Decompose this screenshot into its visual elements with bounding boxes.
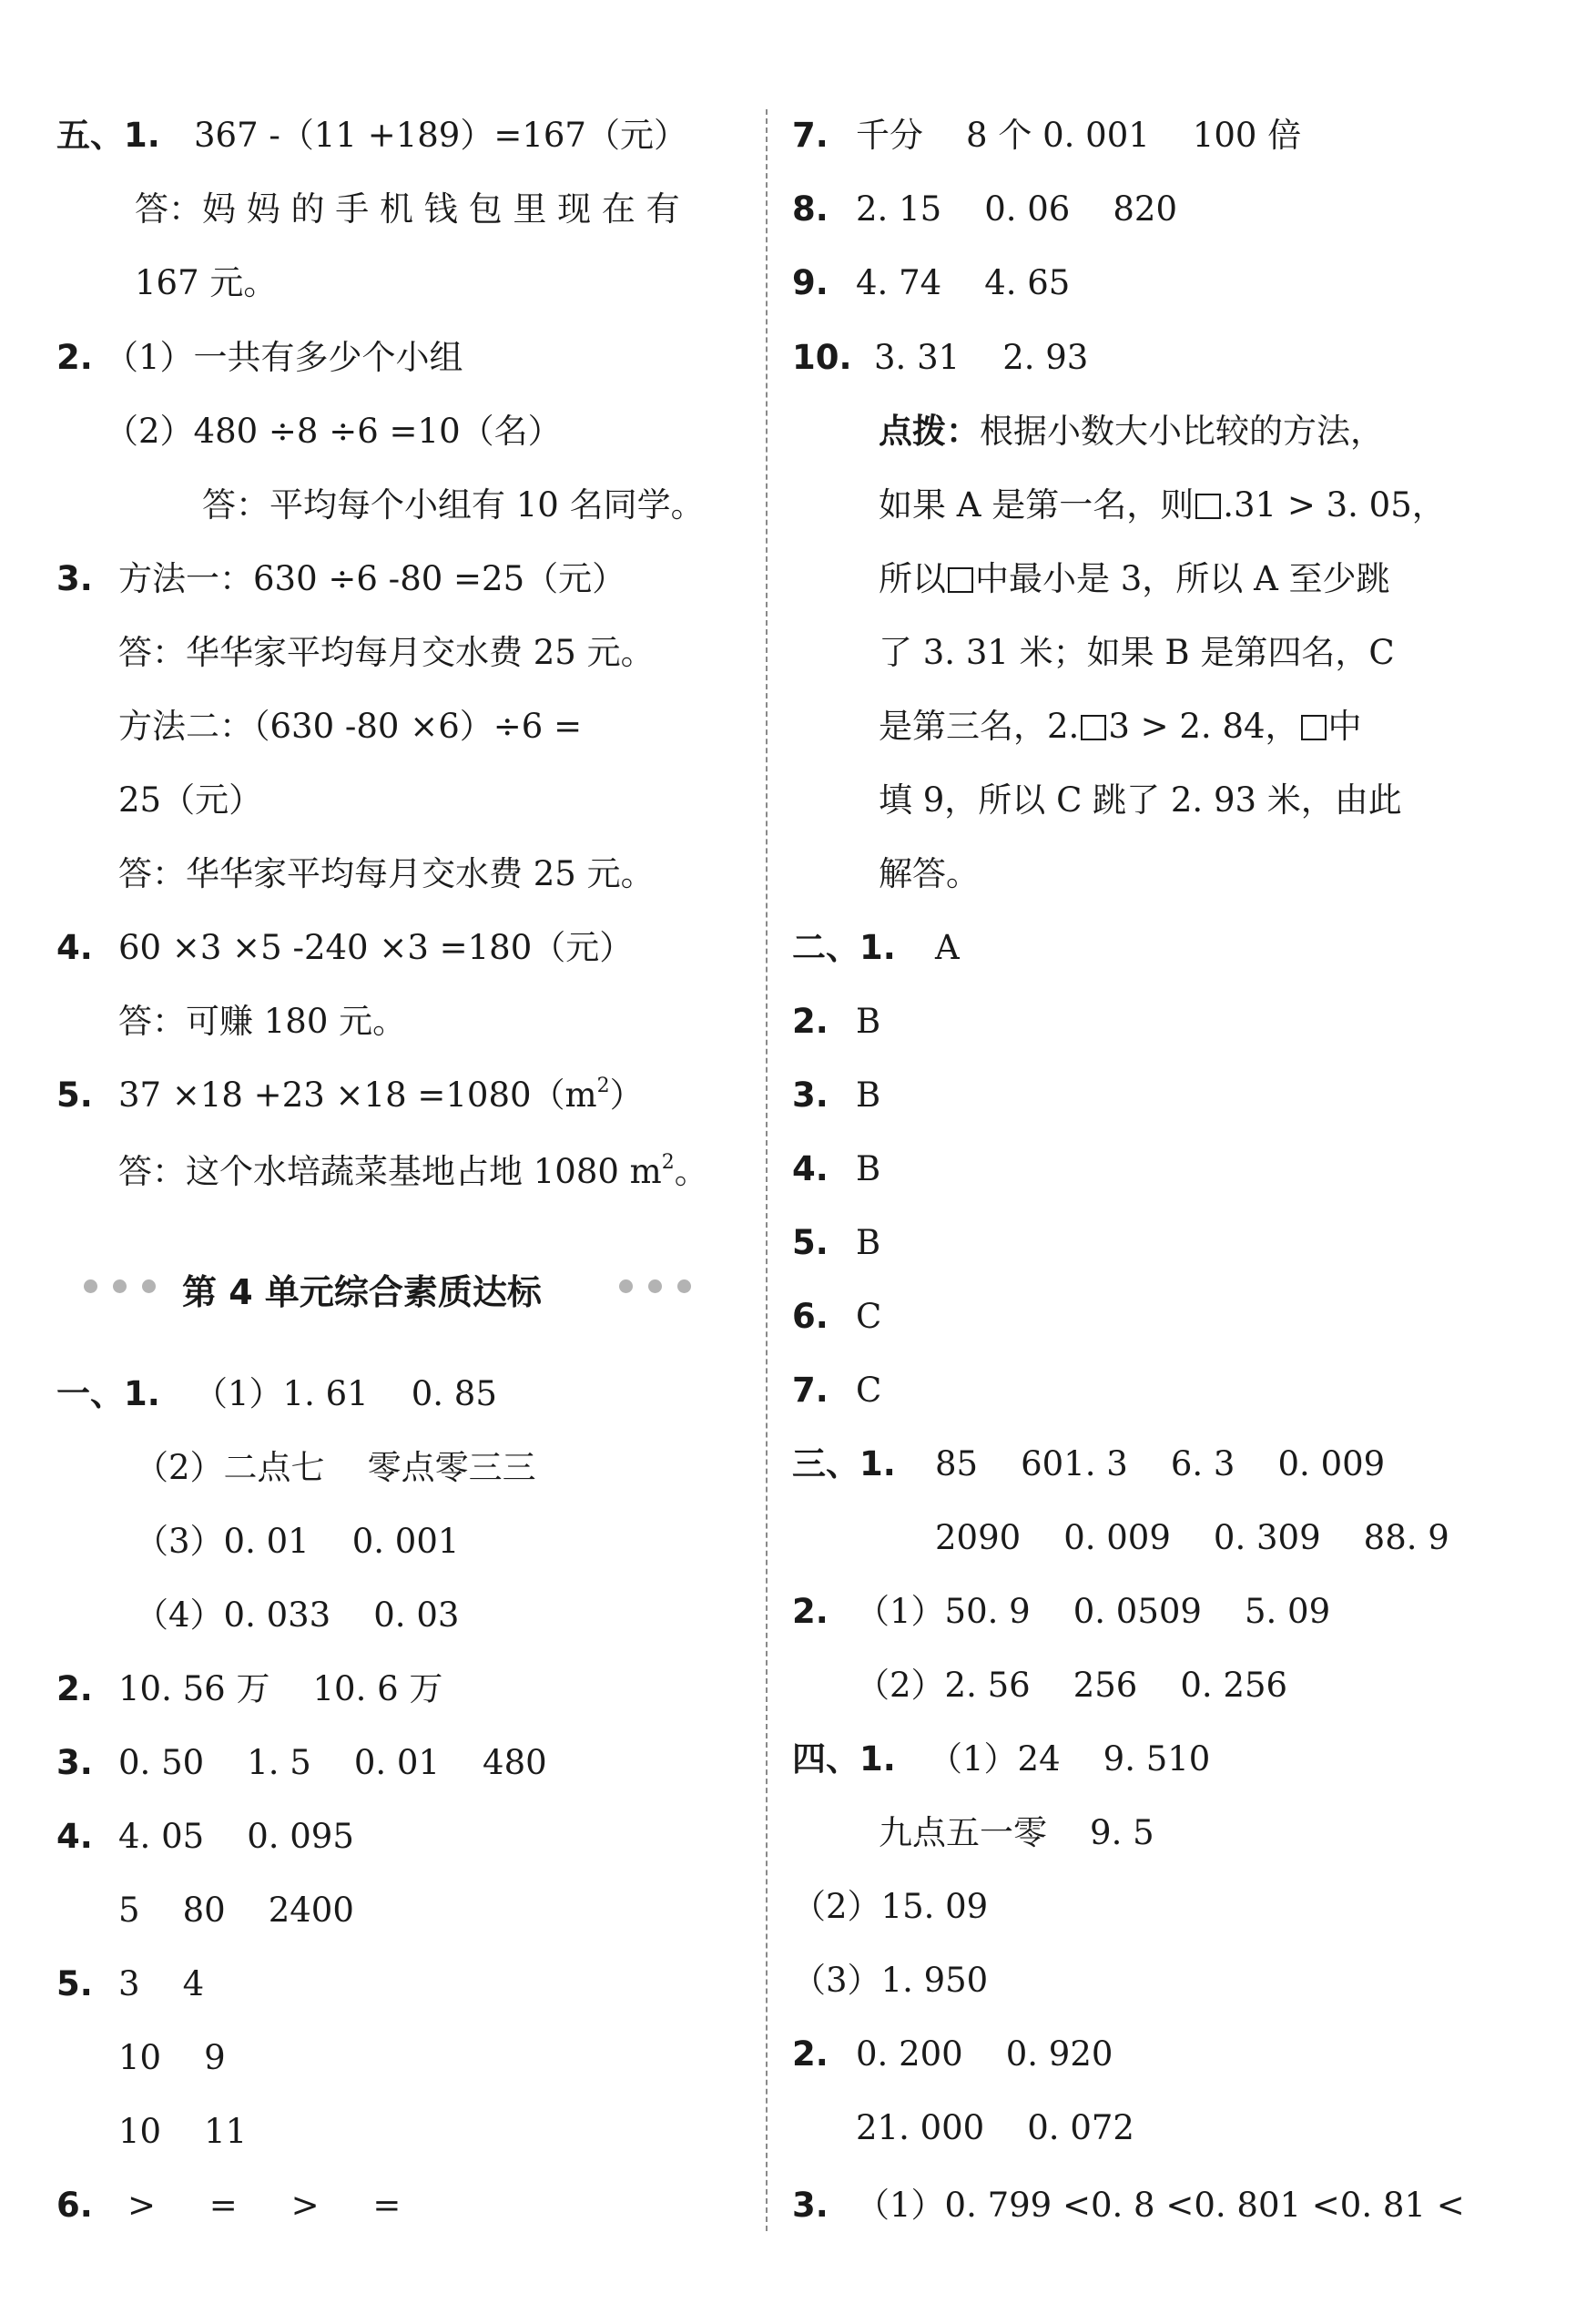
section5-q3-method2-cont: 25（元） [118,780,263,820]
tip-label: 点拨： [879,411,980,451]
section3-q1-line1: 85 601. 3 6. 3 0. 009 [935,1444,1386,1483]
section2-q3-number: 3. [792,1075,829,1115]
section1-q1-part4: （4）0. 033 0. 03 [135,1595,460,1635]
section4-q2-number: 2. [792,2034,829,2074]
tip-line2: 如果 A 是第一名，则 .31 > 3. 05， [879,485,1446,525]
section1-q3-text: 0. 50 1. 5 0. 01 480 [118,1743,547,1782]
section5-q5-expression: $37 \times 18 +23 \times 18 =1080(m^2)$ [118,1075,644,1115]
section1-q1-part2: （2）二点七 零点零三三 [135,1448,536,1487]
section2-q2-number: 2. [792,1002,829,1041]
section5-q4-number: 4. [56,928,93,967]
section1-q4-line1: 4. 05 0. 095 [118,1817,354,1856]
section5-q3-number: 3. [56,559,93,598]
column-divider [766,109,768,2231]
section1-q5-line3: 10 11 [118,2112,248,2151]
section2-q4-number: 4. [792,1149,829,1188]
blank-box [1301,715,1327,740]
section4-q2-line2: 21. 000 0. 072 [856,2108,1134,2147]
tip-line7: 解答。 [879,854,980,893]
section2-q5-answer: B [856,1223,881,1262]
blank-box [1081,715,1106,740]
section2-q7-number: 7. [792,1371,829,1410]
section4-q1-part2: （2）15. 09 [792,1887,989,1926]
section2-q1-number: 二、1. [792,928,896,967]
section2-q1-answer: A [935,928,960,967]
section5-q4-expression: 60 ×3 ×5 -240 ×3 =180（元） [118,928,634,967]
section5-q5-answer: 答：这个水培蔬菜基地占地 1080 $m^2$。 [118,1151,708,1191]
decor-dot [677,1279,691,1293]
q8-text: 2. 15 0. 06 820 [856,189,1177,229]
section2-q3-answer: B [856,1075,881,1115]
section3-q1-number: 三、1. [792,1444,896,1483]
section5-q3-answer2: 答：华华家平均每月交水费 25 元。 [118,854,655,893]
section1-q4-line2: 5 80 2400 [118,1891,354,1930]
q7-text: 千分 8 个 0. 001 100 倍 [856,116,1302,155]
tip-line3: 所以 中最小是 3，所以 A 至少跳 [879,559,1390,598]
section5-q1-answer-cont: 167 元。 [135,263,278,302]
q7-number: 7. [792,116,829,155]
section1-q4-number: 4. [56,1817,93,1856]
section1-q3-number: 3. [56,1743,93,1782]
section5-q1-expression: 367 -（11 +189）=167（元） [194,116,687,155]
section5-q2-number: 2. [56,338,93,377]
q9-number: 9. [792,263,829,302]
section5-q2-answer: 答：平均每个小组有 10 名同学。 [202,485,705,525]
section1-q1-number: 一、1. [56,1374,160,1413]
q8-number: 8. [792,189,829,229]
section1-q5-number: 5. [56,1964,93,2003]
section3-q1-line2: 2090 0. 009 0. 309 88. 9 [935,1518,1449,1557]
section1-q5-line1: 3 4 [118,1964,205,2003]
tip-line6: 填 9，所以 C 跳了 2. 93 米，由此 [879,780,1402,820]
decor-dot [142,1279,156,1293]
section2-q6-number: 6. [792,1297,829,1336]
section-title: 第 4 单元综合素质达标 [182,1272,542,1312]
section5-q3-method2: 方法二：（630 -80 ×6）÷6 = [118,707,583,746]
blank-box [1195,494,1221,519]
q9-text: 4. 74 4. 65 [856,263,1071,302]
q10-number: 10. [792,338,852,377]
section4-q1-part1: （1）24 9. 510 [929,1739,1211,1779]
section1-q1-part3: （3）0. 01 0. 001 [135,1522,460,1561]
section1-q1-part1: （1）1. 61 0. 85 [194,1374,497,1413]
section5-q3-answer1: 答：华华家平均每月交水费 25 元。 [118,633,655,672]
section4-q1-part3: （3）1. 950 [792,1961,989,2000]
section5-q2-part2: （2）480 ÷8 ÷6 =10（名） [105,412,562,451]
section4-q1-part1-cont: 九点五一零 9. 5 [879,1813,1154,1852]
section5-q1-number: 五、1. [56,116,160,155]
section1-q5-line2: 10 9 [118,2038,226,2077]
section2-q6-answer: C [856,1297,882,1336]
tip-line5: 是第三名，2. 3 > 2. 84， 中 [879,707,1362,746]
section1-q6-text: > = > = [127,2186,402,2225]
blank-box [948,567,973,593]
section4-q3-text: （1）0. 799 <0. 8 <0. 801 <0. 81 < [856,2186,1465,2225]
section5-q3-method1: 方法一：630 ÷6 -80 =25（元） [118,559,626,598]
section3-q2-number: 2. [792,1592,829,1631]
decor-dot [113,1279,127,1293]
section5-q5-number: 5. [56,1075,93,1115]
section-header [73,1264,710,1310]
section2-q4-answer: B [856,1149,881,1188]
section2-q7-answer: C [856,1371,882,1410]
section1-q2-number: 2. [56,1669,93,1708]
q10-text: 3. 31 2. 93 [874,338,1089,377]
section4-q1-number: 四、1. [792,1739,896,1779]
decor-dot [619,1279,633,1293]
section3-q2-part1: （1）50. 9 0. 0509 5. 09 [856,1592,1331,1631]
section5-q4-answer: 答：可赚 180 元。 [118,1002,407,1041]
section2-q5-number: 5. [792,1223,829,1262]
section4-q3-number: 3. [792,2186,829,2225]
decor-dot [648,1279,662,1293]
section3-q2-part2: （2）2. 56 256 0. 256 [856,1666,1288,1705]
decor-dot [84,1279,97,1293]
tip-line4: 了 3. 31 米；如果 B 是第四名，C [879,633,1395,672]
section1-q6-number: 6. [56,2186,93,2225]
section5-q1-answer: 答：妈 妈 的 手 机 钱 包 里 现 在 有 [135,189,680,229]
section4-q2-line1: 0. 200 0. 920 [856,2034,1113,2074]
section2-q2-answer: B [856,1002,881,1041]
section5-q2-part1: （1）一共有多少个小组 [105,338,463,377]
tip-line1: 点拨：根据小数大小比较的方法， [879,411,1384,451]
section1-q2-text: 10. 56 万 10. 6 万 [118,1669,443,1708]
